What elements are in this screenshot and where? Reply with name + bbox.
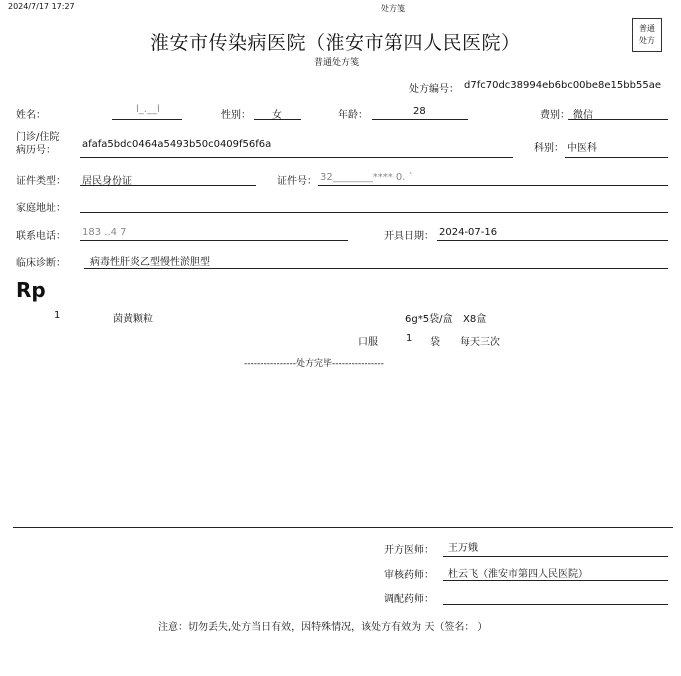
gender-underline	[254, 119, 301, 120]
rx-item-drug: 茵黄颗粒	[113, 314, 153, 325]
rx-item-frequency: 每天三次	[460, 337, 500, 348]
rx-item-dose: 1	[406, 333, 413, 344]
reviewer-underline	[443, 580, 668, 581]
badge-line-2: 处方	[639, 36, 655, 45]
phone-label: 联系电话：	[16, 231, 66, 242]
age-label: 年龄：	[338, 110, 368, 121]
reviewer-label: 审核药师：	[384, 570, 434, 581]
phone-value: 183 ..4 7	[82, 227, 127, 238]
record-label-line-1: 门诊/住院	[16, 132, 60, 143]
id-no-underline	[318, 185, 668, 186]
footer-divider	[13, 527, 673, 528]
rx-number-label: 处方编号：	[409, 84, 459, 95]
record-value: afafa5bdc0464a5493b50c0409f56f6a	[82, 139, 272, 150]
record-label	[16, 131, 59, 157]
id-type-label: 证件类型：	[16, 176, 66, 187]
date-value: 2024-07-16	[439, 227, 498, 238]
name-label: 姓名：	[16, 110, 46, 121]
id-no-value: 32________**** 0. `	[320, 172, 414, 183]
fee-value: 微信	[573, 110, 593, 121]
gender-value: 女	[272, 110, 282, 121]
hospital-name: 淮安市传染病医院（淮安市第四人民医院）	[150, 32, 521, 54]
rx-item-unit: 袋	[430, 337, 440, 348]
address-label: 家庭地址：	[16, 203, 66, 214]
date-label: 开具日期：	[384, 231, 434, 242]
badge-line-1: 普通	[639, 24, 655, 33]
diagnosis-underline	[84, 268, 668, 269]
dept-underline	[565, 157, 668, 158]
doctor-value: 王万娥	[448, 543, 478, 554]
validity-notice: 注意：切勿丢失,处方当日有效，因特殊情况，该处方有效为 天（签名： ）	[158, 622, 488, 633]
doctor-underline	[443, 556, 668, 557]
name-underline	[112, 119, 182, 120]
name-value: l_.__l	[136, 104, 160, 115]
record-label-line-2: 病历号：	[16, 145, 56, 156]
age-value: 28	[413, 106, 426, 117]
record-underline	[80, 157, 513, 158]
print-time: 2024/7/17 17:27	[8, 2, 75, 11]
doctor-label: 开方医师：	[384, 545, 434, 556]
address-underline	[80, 212, 668, 213]
dept-value: 中医科	[567, 143, 597, 154]
dept-label: 科别：	[534, 143, 564, 154]
diagnosis-value: 病毒性肝炎乙型慢性淤胆型	[90, 257, 210, 268]
rp-label: Rp	[16, 278, 46, 302]
id-no-label: 证件号：	[277, 176, 317, 187]
gender-label: 性别：	[221, 110, 251, 121]
prescription-type-badge	[632, 18, 662, 52]
page-title: 处方笺	[381, 4, 405, 13]
phone-underline	[80, 240, 348, 241]
rx-item-spec: 6g*5袋/盒	[405, 314, 453, 325]
rx-item-route: 口服	[358, 337, 378, 348]
dispenser-label: 调配药师：	[384, 594, 434, 605]
id-type-value: 居民身份证	[82, 176, 132, 187]
diagnosis-label: 临床诊断：	[16, 258, 66, 269]
reviewer-value: 杜云飞（淮安市第四人民医院）	[448, 569, 588, 580]
prescription-subtitle: 普通处方笺	[314, 58, 360, 68]
rx-item-index: 1	[54, 310, 61, 321]
rx-end-marker: ----------------处方完毕----------------	[244, 359, 384, 369]
rx-number: d7fc70dc38994eb6bc00be8e15bb55ae	[464, 80, 661, 91]
dispenser-underline	[443, 604, 668, 605]
fee-underline	[568, 119, 668, 120]
id-type-underline	[80, 185, 256, 186]
rx-item-qty: X8盒	[463, 314, 487, 325]
fee-label: 费别：	[540, 110, 570, 121]
date-underline	[437, 240, 668, 241]
age-underline	[372, 119, 468, 120]
